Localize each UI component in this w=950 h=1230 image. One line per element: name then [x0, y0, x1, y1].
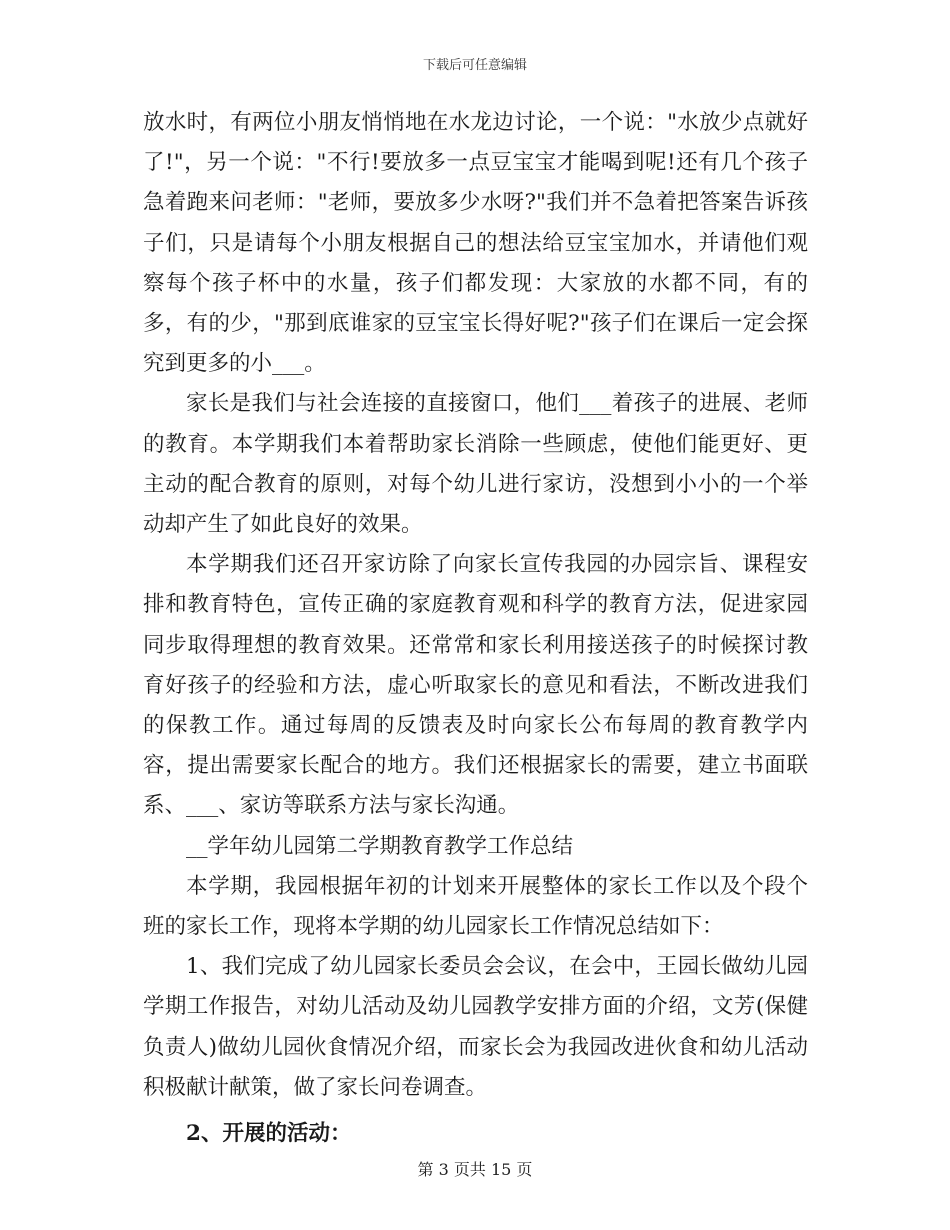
paragraph-parents-window: 家长是我们与社会连接的直接窗口，他们___着孩子的进展、老师的教育。本学期我们本着帮助家长消除一些顾虑，使他们能更好、更主动的配合教育的原则，对每个幼儿进行家访，没想到小小的一个举动却产生了如此良好的效果。 [143, 391, 808, 538]
paragraph-home-visits: 本学期我们还召开家访除了向家长宣传我园的办园宗旨、课程安排和教育特色，宣传正确的家庭教育观和科学的教育方法，促进家园同步取得理想的教育效果。还常常和家长利用接送孩子的时候探讨教育好孩子的经验和方法，虚心听取家长的意见和看法，不断改进我们的保教工作。通过每周的反馈表及时向家长公布每周的教育教学内容，提出需要家长配合的地方。我们还根据家长的需要，建立书面联系、___、家访等联系方法与家长沟通。 [143, 552, 808, 819]
section-title: __学年幼儿园第二学期教育教学工作总结 [186, 833, 574, 859]
paragraph-summary-intro: 本学期，我园根据年初的计划来开展整体的家长工作以及个段个班的家长工作，现将本学期的幼儿园家长工作情况总结如下： [143, 873, 808, 940]
page-header: 下载后可任意编辑 [422, 58, 527, 73]
paragraph-item-2-heading: 2、开展的活动： [186, 1121, 352, 1147]
document-body [143, 103, 808, 1154]
paragraph-item-1: 1、我们完成了幼儿园家长委员会会议，在会中，王园长做幼儿园学期工作报告，对幼儿活动及幼儿园教学安排方面的介绍，文芳(保健负责人)做幼儿园伙食情况介绍，而家长会为我园改进伙食和幼儿活动积极献计献策，做了家长问卷调查。 [143, 954, 808, 1100]
page-footer: 第 3 页共 15 页 [417, 1160, 533, 1179]
paragraph-bean-water: 放水时，有两位小朋友悄悄地在水龙边讨论，一个说："水放少点就好了!"，另一个说："不行!要放多一点豆宝宝才能喝到呢!还有几个孩子急着跑来问老师："老师，要放多少水呀?"我们并不急着把答案告诉孩子们，只是请每个小朋友根据自己的想法给豆宝宝加水，并请他们观察每个孩子杯中的水量，孩子们都发现：大家放的水都不同，有的多，有的少，"那到底谁家的豆宝宝长得好呢?"孩子们在课后一定会探究到更多的小___。 [143, 110, 808, 377]
